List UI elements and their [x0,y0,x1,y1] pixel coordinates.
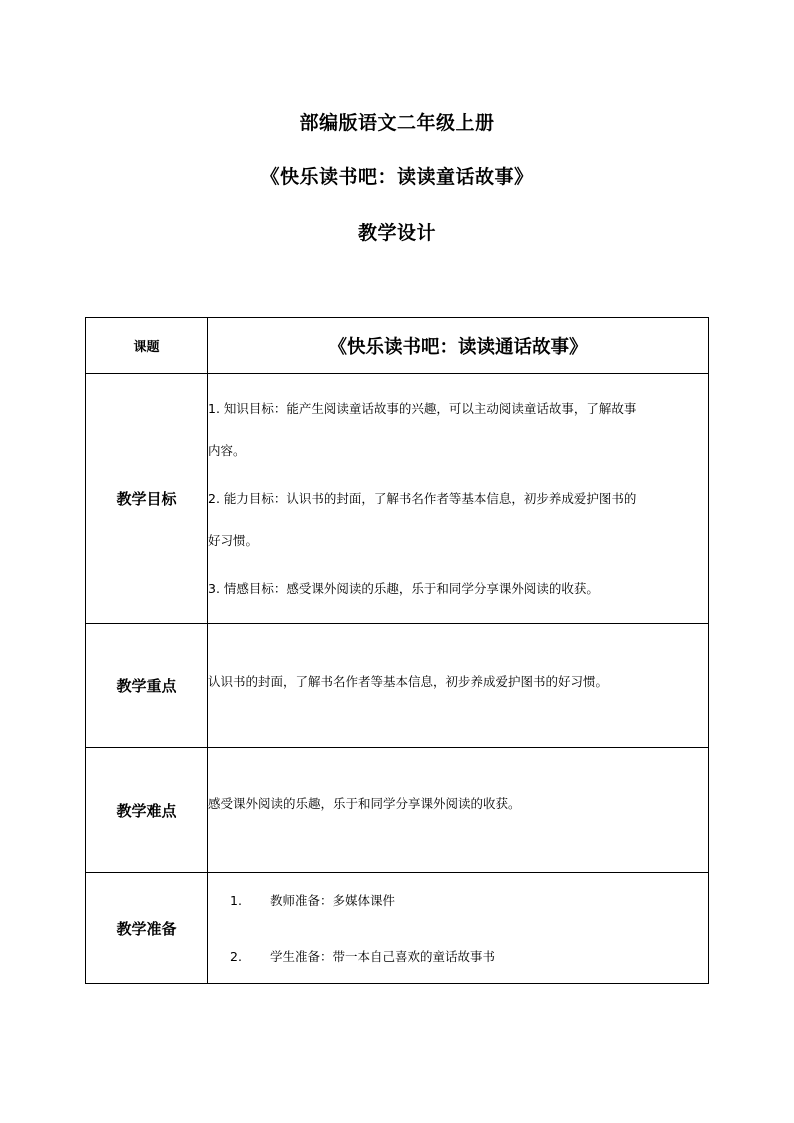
topic-row [86,318,709,374]
preparation-item-text: 教师准备：多媒体课件 [270,893,396,908]
goal-item [208,399,708,461]
topic-value: 《快乐读书吧：读读通话故事》 [208,318,709,374]
document-title-line1: 部编版语文二年级上册 [299,112,495,134]
lesson-plan-table [85,317,709,984]
goal-line: 1. 知识目标：能产生阅读童话故事的兴趣，可以主动阅读童话故事，了解故事 [208,400,637,416]
goal-line: 内容。 [208,442,246,458]
goal-line: 好习惯。 [208,532,259,548]
goal-item [208,579,708,599]
preparation-label: 教学准备 [86,873,208,984]
difficulty-value [208,748,709,873]
document-title-line2: 《快乐读书吧：读读童话故事》 [260,166,534,188]
difficulty-row [86,748,709,873]
goals-label: 教学目标 [86,374,208,624]
preparation-item-text: 学生准备：带一本自己喜欢的童话故事书 [270,949,496,964]
goal-item [208,489,708,551]
preparation-row [86,873,709,984]
document-title-line3: 教学设计 [357,222,436,244]
preparation-content [208,873,709,984]
difficulty-label: 教学难点 [86,748,208,873]
difficulty-text: 感受课外阅读的乐趣，乐于和同学分享课外阅读的收获。 [208,796,521,811]
goals-content [208,374,709,624]
key-point-label: 教学重点 [86,624,208,748]
goal-line: 2. 能力目标：认识书的封面，了解书名作者等基本信息，初步养成爱护图书的 [208,490,637,506]
topic-label: 课题 [86,318,208,374]
key-point-value [208,624,709,748]
goal-line: 3. 情感目标：感受课外阅读的乐趣，乐于和同学分享课外阅读的收获。 [208,580,599,596]
key-point-row [86,624,709,748]
preparation-item-number: 1. [230,892,242,908]
preparation-item [208,946,708,966]
preparation-item [208,890,708,910]
preparation-item-number: 2. [230,948,242,964]
goals-row [86,374,709,624]
key-point-text: 认识书的封面，了解书名作者等基本信息，初步养成爱护图书的好习惯。 [208,673,609,689]
